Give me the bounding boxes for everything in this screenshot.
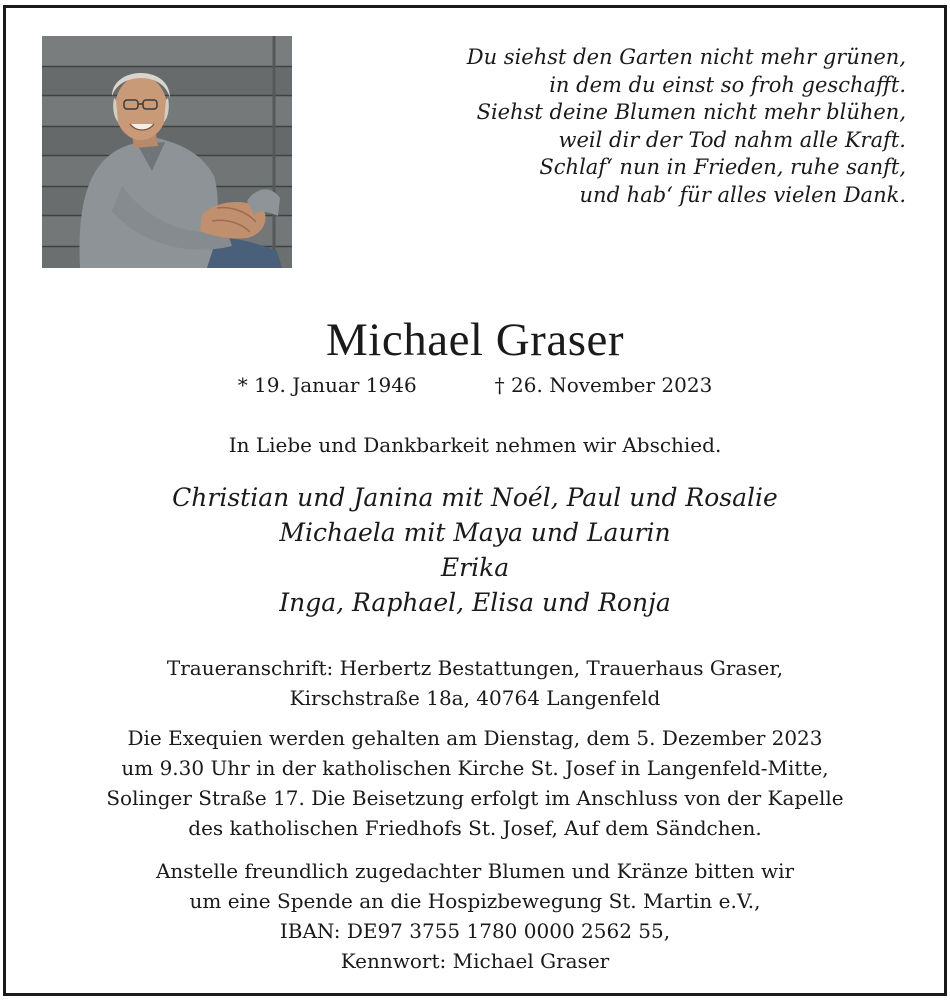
mourner-line: Inga, Raphael, Elisa und Ronja — [279, 588, 671, 617]
poem-line: Du siehst den Garten nicht mehr grünen, — [466, 45, 906, 69]
poem-line: Siehst deine Blumen nicht mehr blühen, — [476, 100, 906, 124]
deceased-name: Michael Graser — [326, 314, 624, 366]
death-date: † 26. November 2023 — [494, 373, 713, 397]
service-line: Die Exequien werden gehalten am Dienstag, dem 5. Dezember 2023 — [127, 726, 823, 750]
mourners-list — [6, 480, 944, 620]
address-line: Traueranschrift: Herbertz Bestattungen, Trauerhaus Graser, — [166, 656, 784, 680]
mourner-line: Christian und Janina mit Noél, Paul und Rosalie — [172, 483, 778, 512]
mourner-line: Erika — [440, 553, 510, 582]
farewell-line: In Liebe und Dankbarkeit nehmen wir Abschied. — [228, 433, 722, 457]
address-line: Kirschstraße 18a, 40764 Langenfeld — [289, 686, 661, 710]
notice-frame — [3, 5, 947, 996]
mourning-address — [6, 653, 944, 713]
donation-line: Kennwort: Michael Graser — [340, 949, 610, 973]
birth-date: * 19. Januar 1946 — [237, 373, 417, 397]
poem-line: in dem du einst so froh geschafft. — [549, 72, 906, 97]
service-line: Solinger Straße 17. Die Beisetzung erfolgt im Anschluss von der Kapelle — [106, 786, 844, 810]
life-dates — [6, 370, 944, 400]
memorial-poem — [386, 44, 906, 209]
portrait-photo — [42, 36, 292, 268]
service-line: des katholischen Friedhofs St. Josef, Auf dem Sändchen. — [188, 816, 762, 840]
donation-line: Anstelle freundlich zugedachter Blumen und Kränze bitten wir — [155, 859, 795, 883]
poem-line: Schlaf‘ nun in Frieden, ruhe sanft, — [539, 155, 906, 179]
donation-line: um eine Spende an die Hospizbewegung St. Martin e.V., — [189, 889, 761, 913]
donation-request — [6, 856, 944, 976]
service-details — [6, 723, 944, 843]
poem-line: und hab‘ für alles vielen Dank. — [579, 182, 906, 207]
poem-line: weil dir der Tod nahm alle Kraft. — [558, 127, 906, 152]
service-line: um 9.30 Uhr in der katholischen Kirche St. Josef in Langenfeld-Mitte, — [121, 756, 829, 780]
mourner-line: Michaela mit Maya und Laurin — [279, 518, 671, 547]
donation-line: IBAN: DE97 3755 1780 0000 2562 55, — [279, 919, 671, 943]
